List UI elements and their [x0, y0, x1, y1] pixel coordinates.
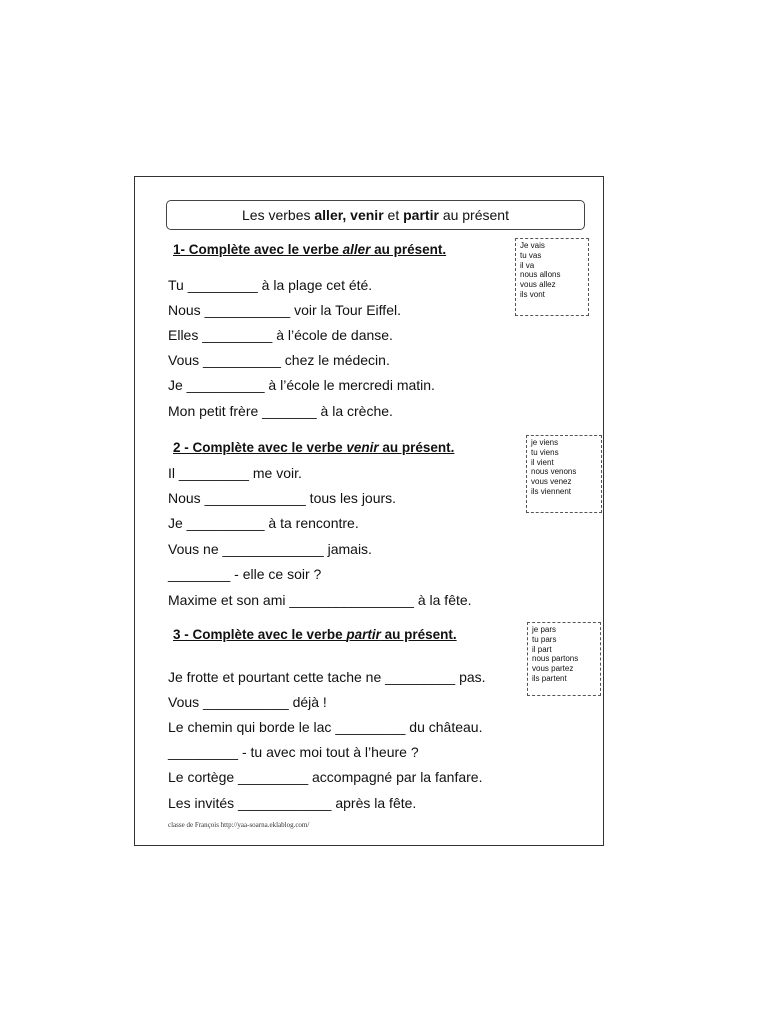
conjugation-line: il va: [520, 260, 535, 270]
section1-heading-verb: aller: [342, 242, 371, 257]
exercise-line: Le chemin qui borde le lac _________ du château.: [168, 719, 483, 735]
worksheet-page: [134, 176, 604, 846]
exercise-line: Les invités ____________ après la fête.: [168, 795, 417, 811]
exercise-line: Je __________ à ta rencontre.: [168, 515, 359, 531]
section2-heading: [173, 440, 454, 455]
section1-heading-suffix: au présent.: [370, 242, 447, 257]
conjugation-line: il part: [532, 644, 552, 654]
conjugation-line: tu viens: [531, 447, 559, 457]
section3-heading-prefix: 3 - Complète avec le verbe: [173, 627, 347, 642]
exercise-line: Je frotte et pourtant cette tache ne _________ pas.: [168, 669, 486, 685]
exercise-line: Je __________ à l’école le mercredi matin.: [168, 377, 435, 393]
section1-heading-prefix: 1- Complète avec le verbe: [173, 242, 343, 257]
title-et: et: [387, 207, 400, 223]
conjugation-line: ils viennent: [531, 486, 572, 496]
section2-heading-suffix: au présent.: [378, 440, 455, 455]
exercise-line: Le cortège _________ accompagné par la fanfare.: [168, 769, 483, 785]
worksheet-title: [166, 200, 585, 230]
conjugation-line: je pars: [532, 625, 557, 634]
exercise-line: _________ - tu avec moi tout à l’heure ?: [168, 744, 419, 760]
section3-heading-suffix: au présent.: [380, 627, 457, 642]
exercise-line: Il _________ me voir.: [168, 465, 302, 481]
title-suffix: au présent: [442, 207, 509, 223]
exercise-line: Nous _____________ tous les jours.: [168, 490, 397, 506]
conjugation-line: nous venons: [531, 467, 577, 477]
conjugation-line: tu vas: [520, 250, 542, 260]
conjugation-line: ils vont: [520, 289, 545, 299]
conjugation-line: ils partent: [532, 673, 567, 683]
conjugation-line: Je vais: [520, 241, 545, 250]
section3-heading: [173, 627, 457, 642]
section2-heading-verb: venir: [346, 440, 379, 455]
conjugation-line: tu pars: [532, 634, 557, 644]
conjugation-line: nous partons: [532, 654, 579, 664]
title-partir: partir: [403, 207, 439, 223]
exercise-line: Maxime et son ami ________________ à la fête.: [168, 592, 472, 608]
section1-conjugation-box: [515, 238, 589, 316]
conjugation-line: vous allez: [520, 280, 556, 290]
conjugation-line: je viens: [531, 438, 559, 447]
exercise-line: Tu _________ à la plage cet été.: [168, 277, 373, 293]
conjugation-line: il vient: [531, 457, 554, 467]
exercise-line: Vous __________ chez le médecin.: [168, 352, 390, 368]
section3-heading-verb: partir: [346, 627, 381, 642]
footer-credit: classe de François http://yaa-soarna.eklablog.com/: [168, 821, 310, 829]
section1-heading: [173, 242, 446, 257]
exercise-line: ________ - elle ce soir ?: [168, 566, 322, 582]
section3-conjugation-box: [527, 622, 601, 696]
title-verbs: aller, venir: [314, 207, 384, 223]
exercise-line: Mon petit frère _______ à la crèche.: [168, 403, 393, 419]
exercise-line: Nous ___________ voir la Tour Eiffel.: [168, 302, 401, 318]
title-prefix: Les verbes: [242, 207, 311, 223]
conjugation-line: vous venez: [531, 477, 572, 487]
section2-heading-prefix: 2 - Complète avec le verbe: [173, 440, 347, 455]
exercise-line: Vous ne _____________ jamais.: [168, 541, 372, 557]
section2-conjugation-box: [526, 435, 602, 513]
exercise-line: Vous ___________ déjà !: [168, 694, 327, 710]
conjugation-line: vous partez: [532, 664, 574, 674]
exercise-line: Elles _________ à l’école de danse.: [168, 327, 393, 343]
conjugation-line: nous allons: [520, 270, 561, 280]
